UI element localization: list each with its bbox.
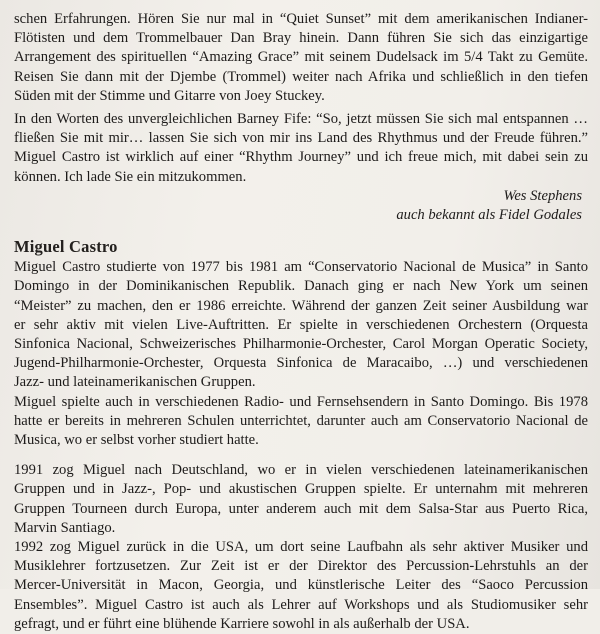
spacer: [14, 450, 588, 461]
text-line: In den Worten des unvergleichlichen Barney Fife: “So, jetzt müssen Sie sich mal entspannen …: [14, 111, 588, 128]
bio-paragraph-2: [14, 393, 588, 451]
text-line: Marvin Santiago.: [14, 519, 116, 536]
bio-paragraph-3: [14, 461, 588, 538]
text-line: können. Ich lade Sie ein mitzukommen.: [14, 168, 247, 185]
text-line: Miguel Castro studierte von 1977 bis 1981 am “Conservatorio Nacional de Musica” in Santo: [14, 259, 588, 276]
signature-alias: auch bekannt als Fidel Godales: [396, 207, 582, 224]
bio-paragraph-4: [14, 538, 588, 634]
text-line: er sehr aktiv mit vielen Live-Auftritten. Er spielte in verschiedenen Orchestern (Orquesta: [14, 316, 588, 333]
text-line: Ensembles”. Miguel Castro ist auch als Lehrer auf Workshops und als Studiomusiker sehr: [14, 596, 588, 613]
text-line: Musica, wo er selbst vorher studiert hatte.: [14, 432, 259, 449]
spacer: [14, 225, 588, 236]
text-line: Gruppen und in Jazz-, Pop- und akustischen Gruppen spielte. Er unternahm mit mehreren: [14, 481, 588, 498]
text-line: Miguel Castro ist wirklich auf einer “Rhythm Journey” und ich freue mich, mit dabei sein zu: [14, 149, 588, 166]
text-line: Gruppen Tourneen durch Europa, unter anderem auch mit dem Salsa-Star aus Puerto Rica,: [14, 500, 588, 517]
text-line: 1991 zog Miguel nach Deutschland, wo er in vielen verschiedenen lateinamerikanischen: [14, 462, 588, 479]
text-line: Musiklehrer fortzusetzen. Zur Zeit ist er der Direktor des Percussion-Lehrstuhls an der: [14, 558, 588, 575]
text-line: 1992 zog Miguel zurück in die USA, um dort seine Laufbahn als sehr aktiver Musiker und: [14, 539, 588, 556]
text-line: “Meister” zu machen, den er 1986 erreichte. Während der ganzen Zeit seiner Ausbildung war: [14, 297, 588, 314]
text-line: Arrangement des spirituellen “Amazing Grace” mit seinem Dudelsack im 5/4 Takt zu Gemüte.: [14, 49, 588, 66]
text-line: gefragt, und er führt eine blühende Karriere sowohl in als außerhalb der USA.: [14, 615, 470, 632]
text-line: Jugend-Philharmonie-Orchester, Orquesta Sinfonica de Maracaibo, …) und verschiedenen: [14, 355, 588, 372]
text-line: hatte er bereits in mehreren Schulen unterrichtet, darunter auch am Conservatorio Nacional de: [14, 412, 588, 429]
text-line: Reisen Sie dann mit der Djembe (Trommel) weiter nach Afrika und schließlich in den tiefen: [14, 68, 588, 85]
signature-name: Wes Stephens: [503, 187, 582, 204]
text-line: Jazz- und lateinamerikanischen Gruppen.: [14, 374, 256, 391]
text-line: schen Erfahrungen. Hören Sie nur mal in “Quiet Sunset” mit dem amerikanischen Indianer-: [14, 11, 588, 27]
text-line: Mercer-Universität in Macon, Georgia, und künstlerische Leiter des “Saoco Percussion: [14, 577, 588, 594]
intro-paragraph-2: [14, 110, 588, 187]
intro-paragraph-1: [14, 10, 588, 106]
text-line: Miguel spielte auch in verschiedenen Radio- und Fernsehsendern in Santo Domingo. Bis 1978: [14, 393, 588, 410]
text-line: Flötisten und dem Trommelbauer Dan Bray hinein. Dann führen Sie sich das einzigartige: [14, 30, 588, 47]
signature-block: [14, 187, 588, 225]
text-line: Sinfonica Nacional, Schweizerisches Philharmonie-Orchester, Carol Morgan Operatic Society,: [14, 336, 588, 353]
text-line: Süden mit der Stimme und Gitarre von Joey Stuckey.: [14, 87, 325, 104]
section-heading: Miguel Castro: [14, 237, 118, 257]
text-line: fließen Sie mit mir… lassen Sie sich von mir ins Land des Rhythmus und der Freude führen.”: [14, 130, 588, 147]
text-line: Domingo in der Dominikanischen Republik. Danach ging er nach New York um seinen: [14, 278, 588, 295]
bio-paragraph-1: [14, 258, 588, 392]
